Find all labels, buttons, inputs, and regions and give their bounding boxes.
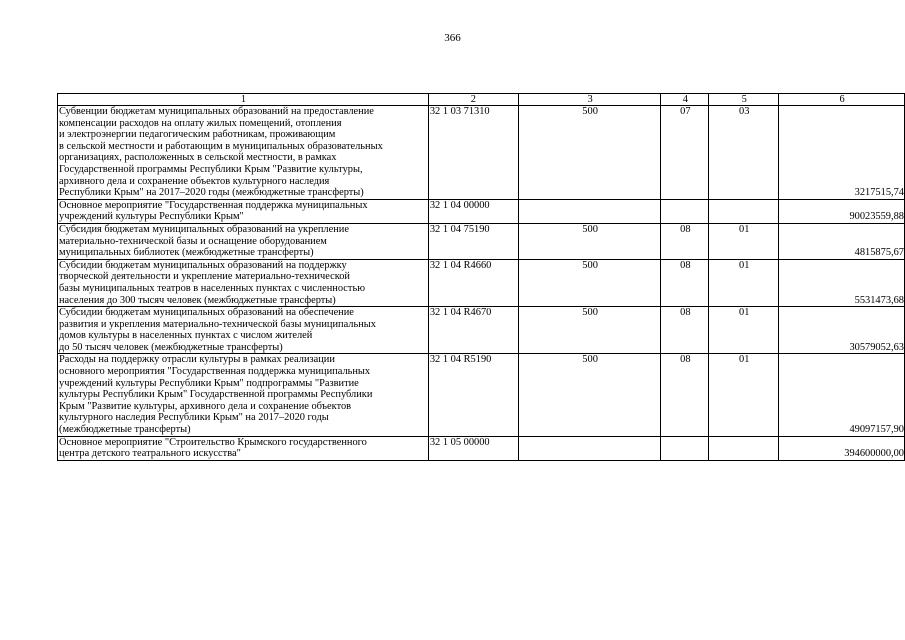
header-cell: 5 (709, 94, 779, 106)
description-line: компенсации расходов на оплату жилых помещений, отопления (59, 117, 342, 129)
row-section: 08 (661, 307, 709, 354)
description-line: (межбюджетные трансферты) (59, 424, 191, 436)
row-section (661, 436, 709, 460)
row-amount: 394600000,00 (779, 436, 905, 460)
description-line: Основное мероприятие "Строительство Крымского государственного (59, 436, 367, 448)
description-line: Субсидии бюджетам муниципальных образований на обеспечение (59, 307, 354, 319)
row-section: 08 (661, 223, 709, 259)
row-subsection: 01 (709, 307, 779, 354)
description-line: Субвенции бюджетам муниципальных образований на предоставление (59, 106, 374, 117)
page-number: 366 (444, 32, 461, 44)
description-line: Основное мероприятие "Государственная поддержка муниципальных (59, 199, 368, 211)
row-amount: 49097157,90 (779, 354, 905, 436)
row-code: 32 1 04 R5190 (428, 354, 518, 436)
row-code: 32 1 04 R4660 (428, 259, 518, 306)
row-section: 08 (661, 354, 709, 436)
row-subsection (709, 199, 779, 223)
description-line: архивного дела и сохранение объектов культурного наследия (59, 175, 330, 187)
table-header-row (58, 94, 905, 106)
row-subsection (709, 436, 779, 460)
row-expense-type (518, 199, 661, 223)
description-line: культуры Республики Крым" Государственной программы Республики (59, 389, 373, 401)
description-line: в сельской местности и работающим в муниципальных образовательных (59, 140, 383, 152)
row-section: 07 (661, 106, 709, 200)
description-line: домов культуры в населенных пунктах с числом жителей (59, 330, 313, 342)
row-code: 32 1 04 R4670 (428, 307, 518, 354)
row-code: 32 1 05 00000 (428, 436, 518, 460)
row-expense-type: 500 (518, 307, 661, 354)
description-line: населения до 300 тысяч человек (межбюджетные трансферты) (59, 294, 336, 306)
description-line: базы муниципальных театров в населенных пунктах с численностью (59, 282, 365, 294)
description-line: учреждений культуры Республики Крым" (59, 211, 244, 223)
header-cell: 3 (518, 94, 661, 106)
row-description (58, 223, 429, 259)
description-line: материально-технической базы и оснащение оборудованием (59, 235, 327, 247)
row-subsection: 01 (709, 354, 779, 436)
row-amount: 30579052,63 (779, 307, 905, 354)
description-line: Республики Крым" на 2017–2020 годы (межбюджетные трансферты) (59, 187, 364, 199)
header-cell: 6 (779, 94, 905, 106)
description-line: и электроэнергии педагогическим работникам, проживающим (59, 129, 336, 141)
description-line: Государственной программы Республики Крым "Развитие культуры, (59, 163, 363, 175)
description-line: культурного наследия Республики Крым" на 2017–2020 годы (59, 412, 329, 424)
table-row (58, 223, 905, 259)
description-line: Субсидии бюджетам муниципальных образований на поддержку (59, 259, 347, 271)
row-description (58, 436, 429, 460)
row-subsection: 03 (709, 106, 779, 200)
row-amount: 90023559,88 (779, 199, 905, 223)
row-expense-type (518, 436, 661, 460)
description-line: творческой деятельности и укрепление материально-технической (59, 271, 350, 283)
row-amount: 5531473,68 (779, 259, 905, 306)
row-expense-type: 500 (518, 106, 661, 200)
header-cell: 4 (661, 94, 709, 106)
description-line: основного мероприятия "Государственная поддержка муниципальных (59, 366, 371, 378)
table-row (58, 259, 905, 306)
row-expense-type: 500 (518, 354, 661, 436)
table-row (58, 106, 905, 200)
table-row (58, 199, 905, 223)
row-description (58, 106, 429, 200)
row-subsection: 01 (709, 223, 779, 259)
description-line: Расходы на поддержку отрасли культуры в рамках реализации (59, 354, 335, 366)
description-line: центра детского театрального искусства" (59, 448, 241, 460)
row-section (661, 199, 709, 223)
row-subsection: 01 (709, 259, 779, 306)
row-code: 32 1 03 71310 (428, 106, 518, 200)
header-cell: 1 (58, 94, 429, 106)
description-line: Крым "Развитие культуры, архивного дела и сохранение объектов (59, 400, 352, 412)
row-description (58, 354, 429, 436)
budget-table (57, 93, 905, 461)
row-expense-type: 500 (518, 259, 661, 306)
row-expense-type: 500 (518, 223, 661, 259)
row-amount: 3217515,74 (779, 106, 905, 200)
description-line: муниципальных библиотек (межбюджетные трансферты) (59, 247, 314, 259)
description-line: Субсидия бюджетам муниципальных образований на укрепление (59, 223, 349, 235)
row-section: 08 (661, 259, 709, 306)
row-description (58, 199, 429, 223)
row-code: 32 1 04 75190 (428, 223, 518, 259)
description-line: до 50 тысяч человек (межбюджетные трансферты) (59, 341, 283, 353)
table-row (58, 354, 905, 436)
row-code: 32 1 04 00000 (428, 199, 518, 223)
table-row (58, 307, 905, 354)
header-cell: 2 (428, 94, 518, 106)
description-line: учреждений культуры Республики Крым" подпрограммы "Развитие (59, 377, 359, 389)
description-line: организациях, расположенных в сельской местности, в рамках (59, 152, 337, 164)
row-description (58, 259, 429, 306)
description-line: развития и укрепления материально-технической базы муниципальных (59, 318, 376, 330)
table-row (58, 436, 905, 460)
row-amount: 4815875,67 (779, 223, 905, 259)
row-description (58, 307, 429, 354)
